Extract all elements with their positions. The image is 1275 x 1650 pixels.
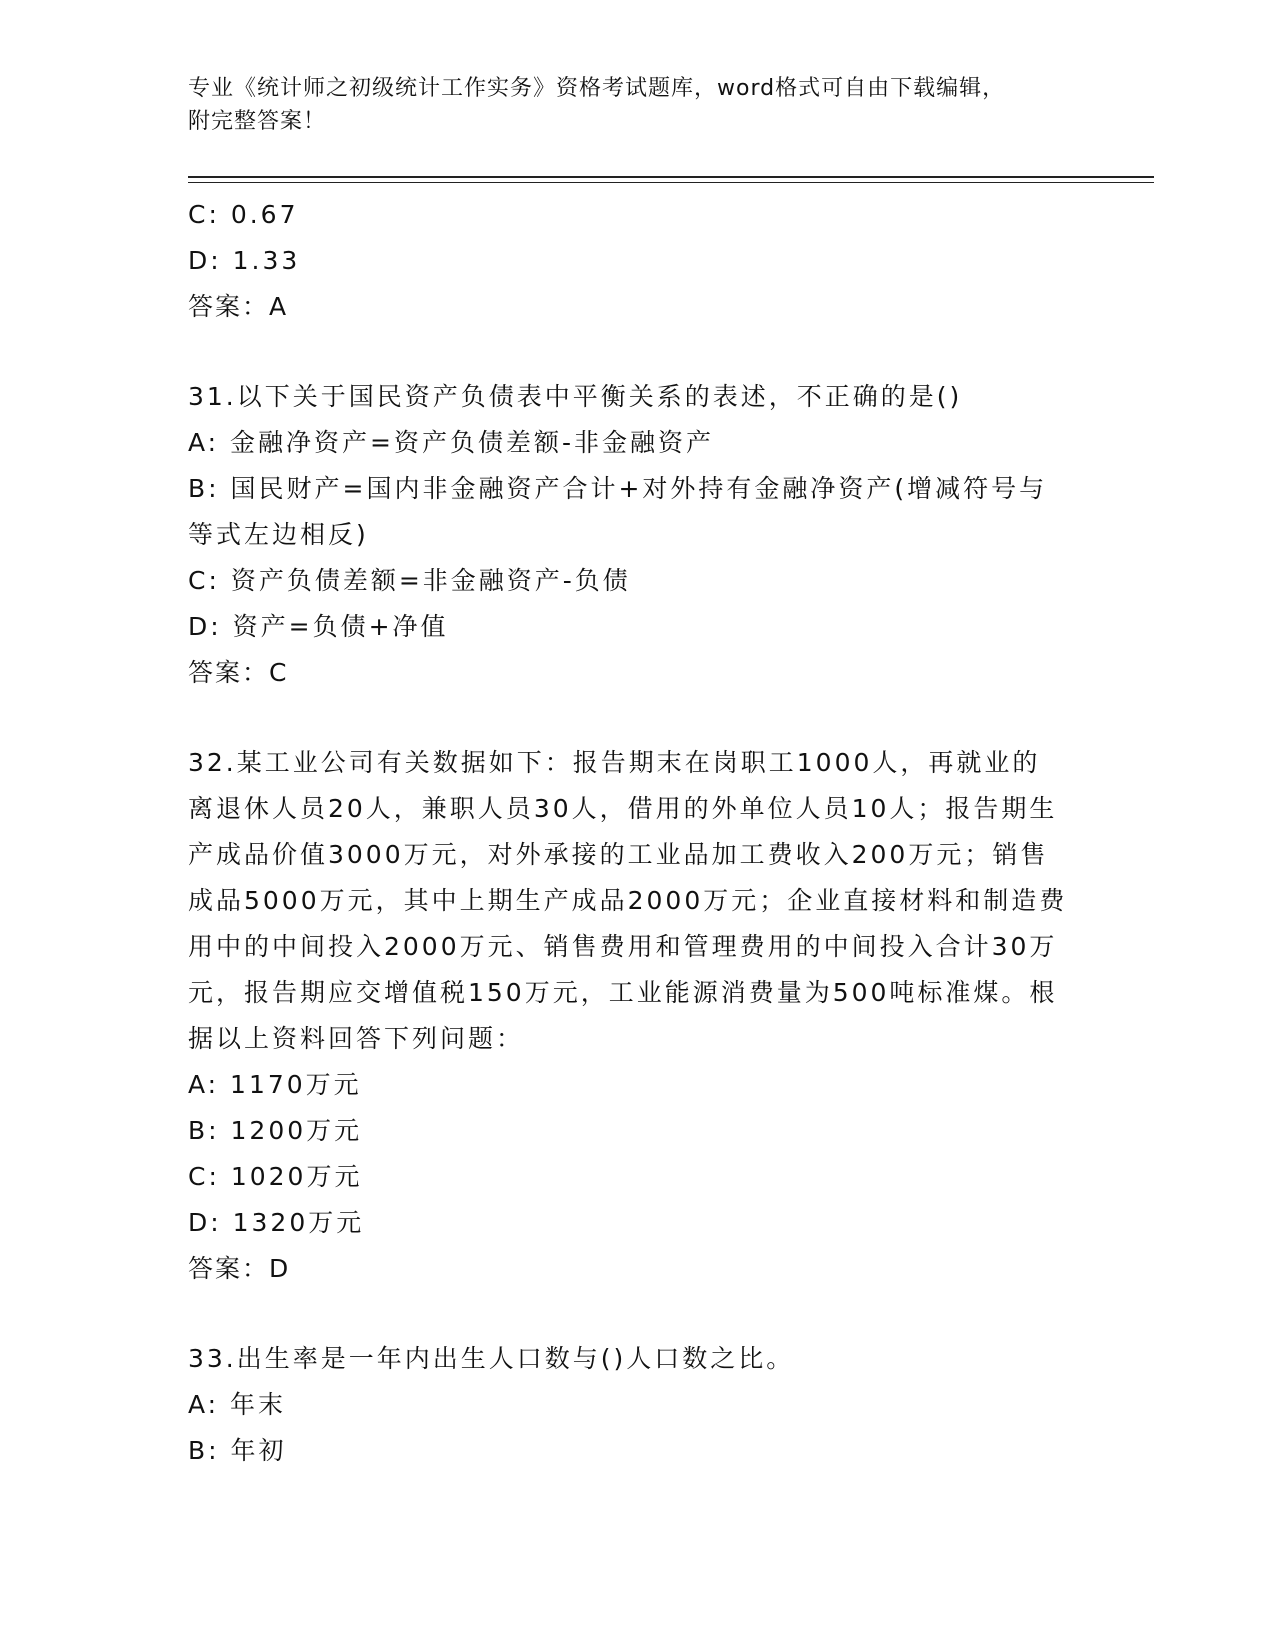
option-d: D: 1320万元 bbox=[188, 1208, 365, 1237]
answer-label: 答案：C bbox=[188, 658, 289, 687]
question-33 bbox=[188, 1336, 1068, 1474]
question-30 bbox=[188, 192, 1068, 330]
question-31 bbox=[188, 374, 1068, 696]
option-d: D: 1.33 bbox=[188, 246, 301, 275]
header-line-1: 专业《统计师之初级统计工作实务》资格考试题库，word格式可自由下载编辑， bbox=[188, 76, 1006, 101]
answer-label: 答案：D bbox=[188, 1254, 291, 1283]
question-text: 32.某工业公司有关数据如下：报告期末在岗职工1000人，再就业的离退休人员20人，兼职人员30人，借用的外单位人员10人；报告期生产成品价值3000万元，对外承接的工业品加工费收入200万元；销售成品5000万元，其中上期生产成品2000万元；企业直接材料和制造费用中的中间投入2000万元、销售费用和管理费用的中间投入合计30万元，报告期应交增值税150万元，工业能源消费量为500吨标准煤。根据以上资料回答下列问题： bbox=[188, 748, 1068, 1053]
header-divider-thin bbox=[188, 182, 1154, 183]
option-b: B: 年初 bbox=[188, 1436, 287, 1465]
option-b: B: 国民财产=国内非金融资产合计+对外持有金融净资产(增减符号与等式左边相反) bbox=[188, 474, 1048, 549]
option-a: A: 1170万元 bbox=[188, 1070, 362, 1099]
answer-label: 答案：A bbox=[188, 292, 289, 321]
option-a: A: 金融净资产=资产负债差额-非金融资产 bbox=[188, 428, 715, 457]
document-header bbox=[188, 72, 1088, 138]
question-32 bbox=[188, 740, 1068, 1292]
option-d: D: 资产=负债+净值 bbox=[188, 612, 449, 641]
question-text: 33.出生率是一年内出生人口数与()人口数之比。 bbox=[188, 1344, 795, 1373]
option-b: B: 1200万元 bbox=[188, 1116, 363, 1145]
option-c: C: 1020万元 bbox=[188, 1162, 363, 1191]
header-line-2: 附完整答案！ bbox=[188, 109, 327, 134]
question-text: 31.以下关于国民资产负债表中平衡关系的表述，不正确的是() bbox=[188, 382, 963, 411]
option-c: C: 0.67 bbox=[188, 200, 299, 229]
option-a: A: 年末 bbox=[188, 1390, 287, 1419]
header-divider-thick bbox=[188, 176, 1154, 178]
document-body bbox=[188, 192, 1068, 1474]
option-c: C: 资产负债差额=非金融资产-负债 bbox=[188, 566, 631, 595]
